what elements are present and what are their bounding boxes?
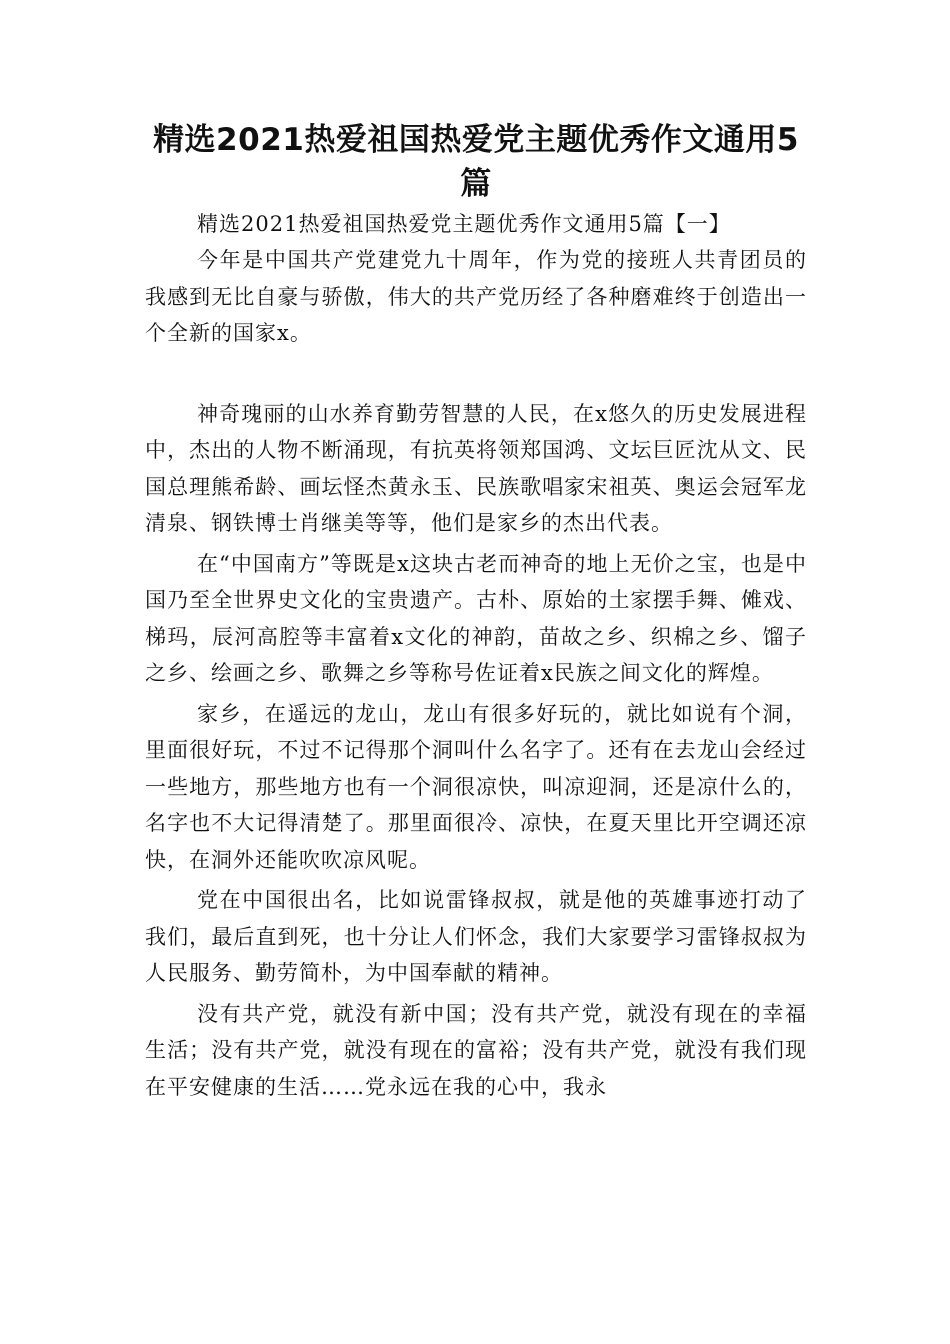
- paragraph: 党在中国很出名，比如说雷锋叔叔，就是他的英雄事迹打动了我们，最后直到死，也十分让人们怀念，我们大家要学习雷锋叔叔为人民服务、勤劳简朴，为中国奉献的精神。: [145, 888, 807, 985]
- document-page: [145, 118, 807, 1109]
- paragraph: 在“中国南方”等既是x这块古老而神奇的地上无价之宝，也是中国乃至全世界史文化的宝贵遗产。古朴、原始的土家摆手舞、傩戏、梯玛，辰河高腔等丰富着x文化的神韵，苗故之乡、织棉之乡、馏子之乡、绘画之乡、歌舞之乡等称号佐证着x民族之间文化的辉煌。: [145, 551, 807, 685]
- section-heading: 精选2021热爱祖国热爱党主题优秀作文通用5篇【一】: [197, 212, 731, 236]
- paragraph: 神奇瑰丽的山水养育勤劳智慧的人民，在x悠久的历史发展进程中，杰出的人物不断涌现，有抗英将领郑国鸿、文坛巨匠沈从文、民国总理熊希龄、画坛怪杰黄永玉、民族歌唱家宋祖英、奥运会冠军龙清泉、钢铁博士肖继美等等，他们是家乡的杰出代表。: [145, 401, 807, 535]
- paragraph: 没有共产党，就没有新中国；没有共产党，就没有现在的幸福生活；没有共产党，就没有现在的富裕；没有共产党，就没有我们现在平安健康的生活……党永远在我的心中，我永: [145, 1001, 807, 1099]
- paragraph-gap: [145, 356, 807, 396]
- document-title: 精选2021热爱祖国热爱党主题优秀作文通用5篇: [153, 122, 799, 202]
- paragraph: 今年是中国共产党建党九十周年，作为党的接班人共青团员的我感到无比自豪与骄傲，伟大的共产党历经了各种磨难终于创造出一个全新的国家x。: [145, 248, 807, 345]
- paragraph: 家乡，在遥远的龙山，龙山有很多好玩的，就比如说有个洞，里面很好玩，不过不记得那个洞叫什么名字了。还有在去龙山会经过一些地方，那些地方也有一个洞很凉快，叫凉迎洞，还是凉什么的，名字也不大记得清楚了。那里面很冷、凉快，在夏天里比开空调还凉快，在洞外还能吹吹凉风呢。: [145, 701, 807, 872]
